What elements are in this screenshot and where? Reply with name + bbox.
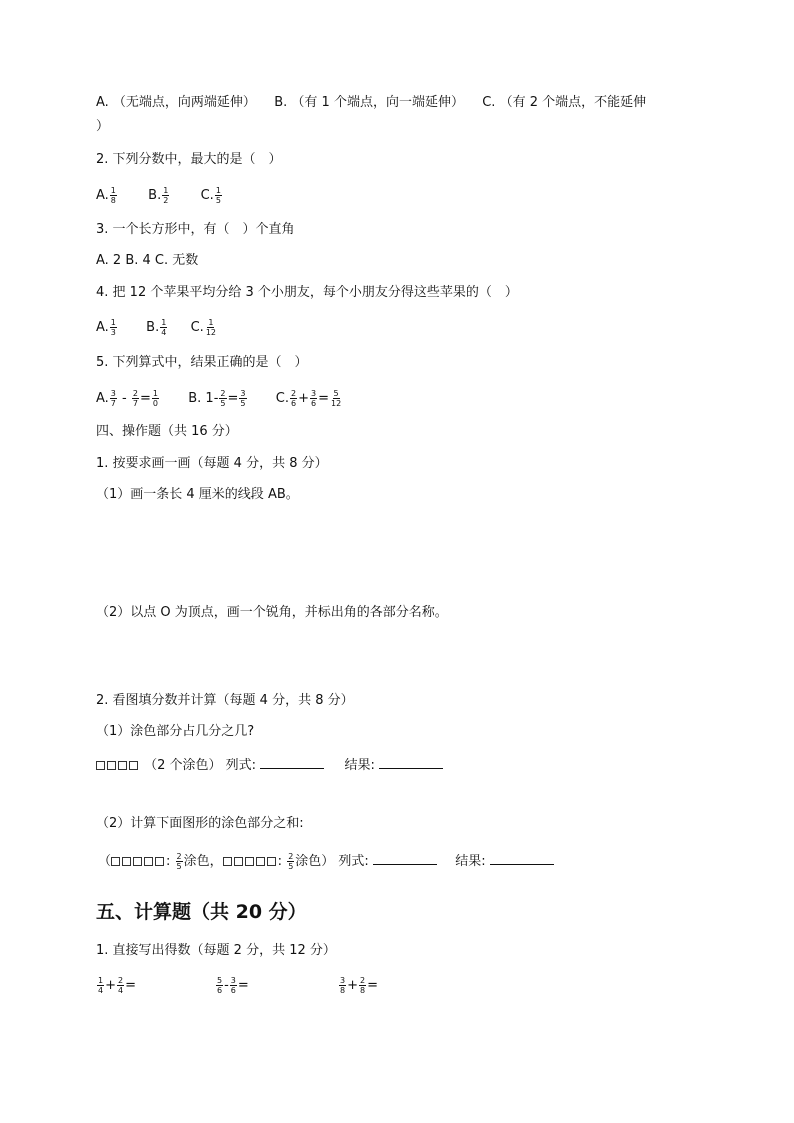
q3-stem: 3. 一个长方形中，有（ ）个直角 xyxy=(96,222,295,237)
fraction: $\frac{1}{12}$ xyxy=(205,318,217,337)
q2-option-a: A. xyxy=(96,188,109,203)
square-icon xyxy=(107,761,116,770)
squares-figure xyxy=(96,758,140,773)
q4-option-b: B. xyxy=(146,320,160,335)
square-icon xyxy=(256,857,265,866)
q5-option-b: B. 1- xyxy=(188,391,219,406)
q5-option-c: C. xyxy=(275,391,289,406)
fraction: $\frac{3}{6}$ xyxy=(311,389,317,408)
q1-option-c: C. （有 2 个端点，不能延伸 xyxy=(482,95,647,110)
q5-stem: 5. 下列算式中，结果正确的是（ ） xyxy=(96,355,308,370)
square-icon xyxy=(96,761,105,770)
q4-stem: 4. 把 12 个苹果平均分给 3 个小朋友，每个小朋友分得这些苹果的（ ） xyxy=(96,285,518,300)
fraction: $\frac{5}{12}$ xyxy=(331,389,342,408)
square-icon xyxy=(155,857,164,866)
fraction: $\frac{1}{5}$ xyxy=(215,186,221,205)
section4-p2-2-answer: （ : $\frac{2}{5}$ 涂色， : $\frac{2}{5}$ 涂色） 列式: 结果: xyxy=(98,852,554,871)
label-result: 结果: xyxy=(344,758,375,773)
fraction: $\frac{2}{7}$ xyxy=(132,389,138,408)
result-blank[interactable] xyxy=(490,852,554,865)
label-shaded: 涂色， xyxy=(183,854,223,869)
square-icon xyxy=(129,761,138,770)
expr-1: $\frac{1}{4}$ + $\frac{2}{4}$ = xyxy=(98,976,136,995)
fraction: $\frac{2}{6}$ xyxy=(291,389,297,408)
section4-p2-2: （2）计算下面图形的涂色部分之和: xyxy=(96,816,304,831)
fraction: $\frac{1}{3}$ xyxy=(110,318,116,337)
expression-blank[interactable] xyxy=(260,756,324,769)
square-icon xyxy=(133,857,142,866)
section4-p1: 1. 按要求画一画（每题 4 分，共 8 分） xyxy=(96,456,328,471)
fraction: $\frac{2}{4}$ xyxy=(118,976,124,995)
section4-p2-1: （1）涂色部分占几分之几? xyxy=(96,724,255,739)
fraction: $\frac{3}{6}$ xyxy=(230,976,236,995)
section4-p1-2: （2）以点 O 为顶点，画一个锐角，并标出角的各部分名称。 xyxy=(96,605,448,620)
label-result: 结果: xyxy=(455,854,486,869)
fraction: $\frac{3}{7}$ xyxy=(110,389,116,408)
fraction: $\frac{1}{8}$ xyxy=(110,186,116,205)
q4-options xyxy=(96,318,218,337)
fraction: $\frac{2}{5}$ xyxy=(220,389,226,408)
squares-figure xyxy=(111,854,166,869)
q2-stem: 2. 下列分数中，最大的是（ ） xyxy=(96,152,282,167)
fraction: $\frac{1}{0}$ xyxy=(152,389,158,408)
section4-p2: 2. 看图填分数并计算（每题 4 分，共 8 分） xyxy=(96,693,354,708)
q2-options xyxy=(96,186,223,205)
fraction: $\frac{2}{8}$ xyxy=(360,976,366,995)
section4-p2-1-answer xyxy=(96,756,443,775)
q1-option-c-end: ） xyxy=(96,119,110,134)
q1-option-a: A. （无端点，向两端延伸） xyxy=(96,95,256,110)
q2-option-b: B. xyxy=(148,188,162,203)
paren-open: （ xyxy=(98,854,112,869)
square-icon xyxy=(122,857,131,866)
square-icon xyxy=(245,857,254,866)
square-icon xyxy=(267,857,276,866)
q2-option-c: C. xyxy=(200,188,214,203)
fraction: $\frac{1}{2}$ xyxy=(163,186,169,205)
squares-figure xyxy=(223,854,278,869)
square-icon xyxy=(111,857,120,866)
section5-title: 五、计算题（共 20 分） xyxy=(96,901,307,923)
square-icon xyxy=(144,857,153,866)
q1-options xyxy=(96,94,646,112)
square-icon xyxy=(234,857,243,866)
expr-2: $\frac{5}{6}$ - $\frac{3}{6}$ = xyxy=(217,976,249,995)
fraction: $\frac{2}{5}$ xyxy=(176,852,182,871)
q4-option-c: C. xyxy=(190,320,204,335)
fraction: $\frac{2}{5}$ xyxy=(288,852,294,871)
q3-options: A. 2 B. 4 C. 无数 xyxy=(96,253,199,268)
label-expression: （2 个涂色） 列式: xyxy=(144,758,257,773)
square-icon xyxy=(223,857,232,866)
fraction: $\frac{3}{8}$ xyxy=(340,976,346,995)
fraction: $\frac{1}{4}$ xyxy=(98,976,104,995)
expression-blank[interactable] xyxy=(373,852,437,865)
fraction: $\frac{3}{5}$ xyxy=(240,389,246,408)
q5-option-a: A. xyxy=(96,391,109,406)
result-blank[interactable] xyxy=(379,756,443,769)
section4-p1-1: （1）画一条长 4 厘米的线段 AB。 xyxy=(96,487,299,502)
q5-options: A. $\frac{3}{7}$ - $\frac{2}{7}$ = $\frac{1}{0}$ B. 1- $\frac{2}{5}$ = $\frac{3}{5}$ C. $\frac{2}{6}$ + $\frac{3}{6}$ = $\frac{5}{12}$ xyxy=(96,389,342,408)
fraction: $\frac{5}{6}$ xyxy=(217,976,223,995)
square-icon xyxy=(118,761,127,770)
q4-option-a: A. xyxy=(96,320,109,335)
expr-3: $\frac{3}{8}$ + $\frac{2}{8}$ = xyxy=(340,976,378,995)
section4-title: 四、操作题（共 16 分） xyxy=(96,424,238,439)
q1-option-b: B. （有 1 个端点，向一端延伸） xyxy=(274,95,464,110)
fraction: $\frac{1}{4}$ xyxy=(161,318,167,337)
label-expression: 涂色） 列式: xyxy=(295,854,369,869)
section5-p1: 1. 直接写出得数（每题 2 分，共 12 分） xyxy=(96,943,336,958)
